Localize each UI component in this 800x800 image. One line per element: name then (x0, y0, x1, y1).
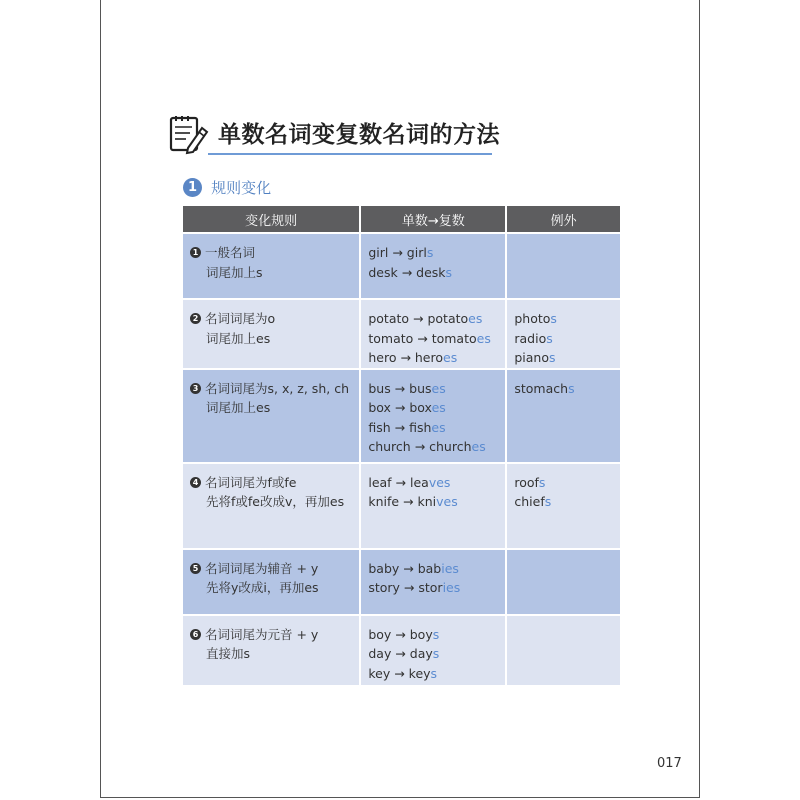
rule-condition: 一般名词 (205, 245, 256, 260)
plural-suffix: ies (442, 580, 461, 595)
example-word (368, 309, 499, 329)
rule-line1 (190, 559, 353, 579)
plural-suffix: ies (441, 560, 459, 576)
exception-word (514, 309, 614, 329)
exception-stem: roof (514, 474, 539, 490)
exception-stem: chief (514, 494, 545, 509)
example-stem: baby → bab (368, 560, 442, 576)
exception-word (514, 348, 614, 368)
plural-rules-table (183, 206, 620, 685)
plural-suffix: s (538, 474, 546, 490)
exceptions-cell (506, 299, 620, 369)
rule-condition: 名词词尾为s, x, z, sh, ch (205, 380, 349, 396)
plural-suffix: es (431, 419, 446, 435)
rule-action: 先将y改成i，再加es (206, 580, 319, 595)
rule-number-badge: 4 (190, 477, 201, 488)
exceptions-cell (506, 233, 620, 299)
table-row (183, 233, 620, 299)
exception-word (514, 329, 614, 349)
exceptions-cell (506, 463, 620, 549)
rule-action: 先将f或fe改成v，再加es (206, 494, 345, 509)
example-stem: bus → bus (368, 380, 432, 396)
plural-suffix: ves (428, 474, 451, 490)
plural-suffix: s (432, 626, 440, 642)
plural-suffix: es (431, 380, 446, 396)
plural-suffix: s (568, 380, 575, 396)
example-word (368, 263, 499, 283)
plural-suffix: s (432, 646, 440, 661)
exception-stem: photo (514, 311, 551, 326)
plural-suffix: es (431, 400, 446, 415)
plural-suffix: s (544, 494, 552, 509)
page-title-row (166, 110, 500, 158)
rule-number-badge: 5 (190, 563, 201, 574)
exception-stem: stomach (514, 380, 569, 396)
rule-number-badge: 3 (190, 383, 201, 394)
example-stem: desk → desk (368, 264, 446, 280)
section-number-badge: 1 (183, 178, 202, 197)
example-stem: box → box (368, 400, 432, 415)
examples-cell (360, 463, 506, 549)
rule-line1 (190, 625, 353, 645)
table-row (183, 615, 620, 685)
exception-stem: piano (514, 350, 549, 365)
section-heading (183, 177, 271, 199)
exception-word (514, 473, 614, 493)
rule-condition: 名词词尾为元音 + y (205, 626, 319, 642)
rule-number-badge: 1 (190, 247, 201, 258)
example-stem: knife → kni (368, 494, 437, 509)
example-stem: boy → boy (368, 626, 433, 642)
plural-suffix: s (546, 330, 553, 346)
example-word (368, 379, 499, 399)
example-word (368, 329, 499, 349)
rule-cell (183, 233, 360, 299)
rule-cell (183, 369, 360, 463)
exceptions-cell (506, 369, 620, 463)
plural-suffix: s (445, 264, 453, 280)
rule-line1 (190, 243, 353, 263)
example-stem: story → stor (368, 580, 443, 595)
rule-cell (183, 615, 360, 685)
section-title: 规则变化 (211, 179, 272, 197)
rule-condition: 名词词尾为o (205, 311, 276, 326)
rule-number-badge: 2 (190, 313, 201, 324)
examples-cell (360, 233, 506, 299)
table-row (183, 299, 620, 369)
plural-suffix: s (426, 245, 434, 260)
exception-stem: radio (514, 330, 547, 346)
rule-action: 词尾加上s (206, 264, 263, 280)
example-stem: fish → fish (368, 419, 432, 435)
example-stem: girl → girl (368, 245, 427, 260)
examples-cell (360, 615, 506, 685)
exceptions-cell (506, 615, 620, 685)
rule-cell (183, 463, 360, 549)
plural-suffix: s (430, 665, 438, 681)
plural-suffix: es (468, 311, 483, 326)
rule-condition: 名词词尾为f或fe (205, 474, 297, 490)
example-word (368, 559, 499, 579)
example-word (368, 348, 499, 368)
plural-suffix: s (549, 350, 556, 365)
plural-suffix: s (550, 311, 557, 326)
example-stem: tomato → tomato (368, 330, 477, 346)
rule-action: 词尾加上es (206, 400, 271, 415)
rule-cell (183, 549, 360, 615)
rule-condition: 名词词尾为辅音 + y (205, 560, 319, 576)
table-row (183, 463, 620, 549)
example-word (368, 437, 499, 457)
exceptions-cell (506, 549, 620, 615)
example-word (368, 625, 499, 645)
exception-word (514, 492, 614, 512)
header-examples: 单数→复数 (360, 206, 506, 233)
plural-suffix: es (471, 439, 486, 454)
example-stem: key → key (368, 665, 431, 681)
rule-number-badge: 6 (190, 629, 201, 640)
rule-action: 词尾加上es (206, 330, 271, 346)
example-word (368, 473, 499, 493)
example-stem: leaf → lea (368, 474, 429, 490)
page-number: 017 (657, 756, 682, 771)
example-word (368, 492, 499, 512)
example-stem: church → church (368, 439, 472, 454)
example-word (368, 398, 499, 418)
table-row (183, 549, 620, 615)
example-word (368, 578, 499, 598)
exception-word (514, 379, 614, 399)
rule-line1 (190, 309, 353, 329)
example-stem: potato → potato (368, 311, 469, 326)
plural-suffix: es (443, 350, 458, 365)
header-exceptions: 例外 (506, 206, 620, 233)
table-header-row (183, 206, 620, 233)
example-word (368, 664, 499, 684)
example-stem: hero → hero (368, 350, 444, 365)
page-title: 单数名词变复数名词的方法 (218, 122, 500, 148)
plural-suffix: es (476, 330, 491, 346)
table-row (183, 369, 620, 463)
example-word (368, 243, 499, 263)
examples-cell (360, 299, 506, 369)
rule-cell (183, 299, 360, 369)
header-rule: 变化规则 (183, 206, 360, 233)
rule-line1 (190, 473, 353, 493)
example-stem: day → day (368, 646, 433, 661)
examples-cell (360, 549, 506, 615)
notebook-pencil-icon (166, 112, 210, 156)
example-word (368, 418, 499, 438)
example-word (368, 644, 499, 664)
title-underline (208, 153, 492, 155)
rule-line1 (190, 379, 353, 399)
examples-cell (360, 369, 506, 463)
plural-suffix: ves (436, 494, 458, 509)
rule-action: 直接加s (206, 646, 251, 661)
